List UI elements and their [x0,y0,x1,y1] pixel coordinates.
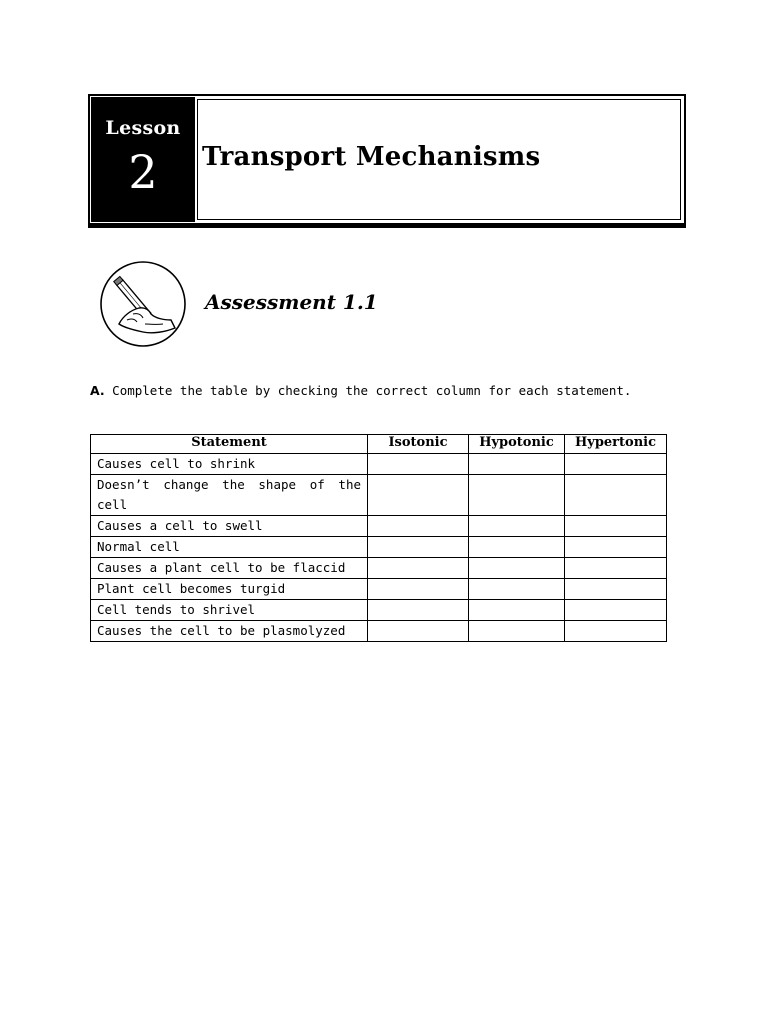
table-row [91,454,667,475]
header-statement: Statement [91,435,368,454]
hand-writing-with-pencil-icon [97,258,189,350]
table-header-row [91,435,667,454]
isotonic-check-cell[interactable] [368,537,469,558]
lesson-number: 2 [128,145,158,199]
statement-cell: Causes the cell to be plasmolyzed [91,621,368,642]
statement-cell: Causes a cell to swell [91,516,368,537]
hypertonic-check-cell[interactable] [565,558,667,579]
hypertonic-check-cell[interactable] [565,516,667,537]
isotonic-check-cell[interactable] [368,454,469,475]
header-isotonic: Isotonic [368,435,469,454]
hypotonic-check-cell[interactable] [469,600,565,621]
osmosis-table [90,434,667,642]
statement-cell: Causes a plant cell to be flaccid [91,558,368,579]
lesson-header [88,94,686,225]
hypertonic-check-cell[interactable] [565,475,667,516]
lesson-title: Transport Mechanisms [202,142,541,172]
hypertonic-check-cell[interactable] [565,600,667,621]
statement-line: cell [97,497,128,512]
hypotonic-check-cell[interactable] [469,558,565,579]
instruction-text [90,383,631,398]
statement-line: Doesn’t change the shape of the [97,477,361,492]
statement-cell [91,475,368,516]
isotonic-check-cell[interactable] [368,516,469,537]
header-hypotonic: Hypotonic [469,435,565,454]
hypotonic-check-cell[interactable] [469,454,565,475]
lesson-badge [91,97,195,222]
lesson-label: Lesson [105,117,181,139]
table-row [91,558,667,579]
isotonic-check-cell[interactable] [368,621,469,642]
table-row [91,475,667,516]
hypotonic-check-cell[interactable] [469,475,565,516]
isotonic-check-cell[interactable] [368,600,469,621]
statement-cell: Normal cell [91,537,368,558]
isotonic-check-cell[interactable] [368,475,469,516]
hypotonic-check-cell[interactable] [469,537,565,558]
statement-cell: Plant cell becomes turgid [91,579,368,600]
statement-cell: Cell tends to shrivel [91,600,368,621]
hypotonic-check-cell[interactable] [469,621,565,642]
statement-cell: Causes cell to shrink [91,454,368,475]
table-row [91,600,667,621]
instruction-label: A. [90,383,105,398]
assessment-title: Assessment 1.1 [205,290,378,314]
hypertonic-check-cell[interactable] [565,579,667,600]
header-hypertonic: Hypertonic [565,435,667,454]
table-row [91,516,667,537]
hypotonic-check-cell[interactable] [469,516,565,537]
hypotonic-check-cell[interactable] [469,579,565,600]
hypertonic-check-cell[interactable] [565,454,667,475]
isotonic-check-cell[interactable] [368,558,469,579]
hypertonic-check-cell[interactable] [565,621,667,642]
table-row [91,621,667,642]
instruction-body: Complete the table by checking the correct column for each statement. [104,383,632,398]
isotonic-check-cell[interactable] [368,579,469,600]
table-row [91,537,667,558]
hypertonic-check-cell[interactable] [565,537,667,558]
table-row [91,579,667,600]
